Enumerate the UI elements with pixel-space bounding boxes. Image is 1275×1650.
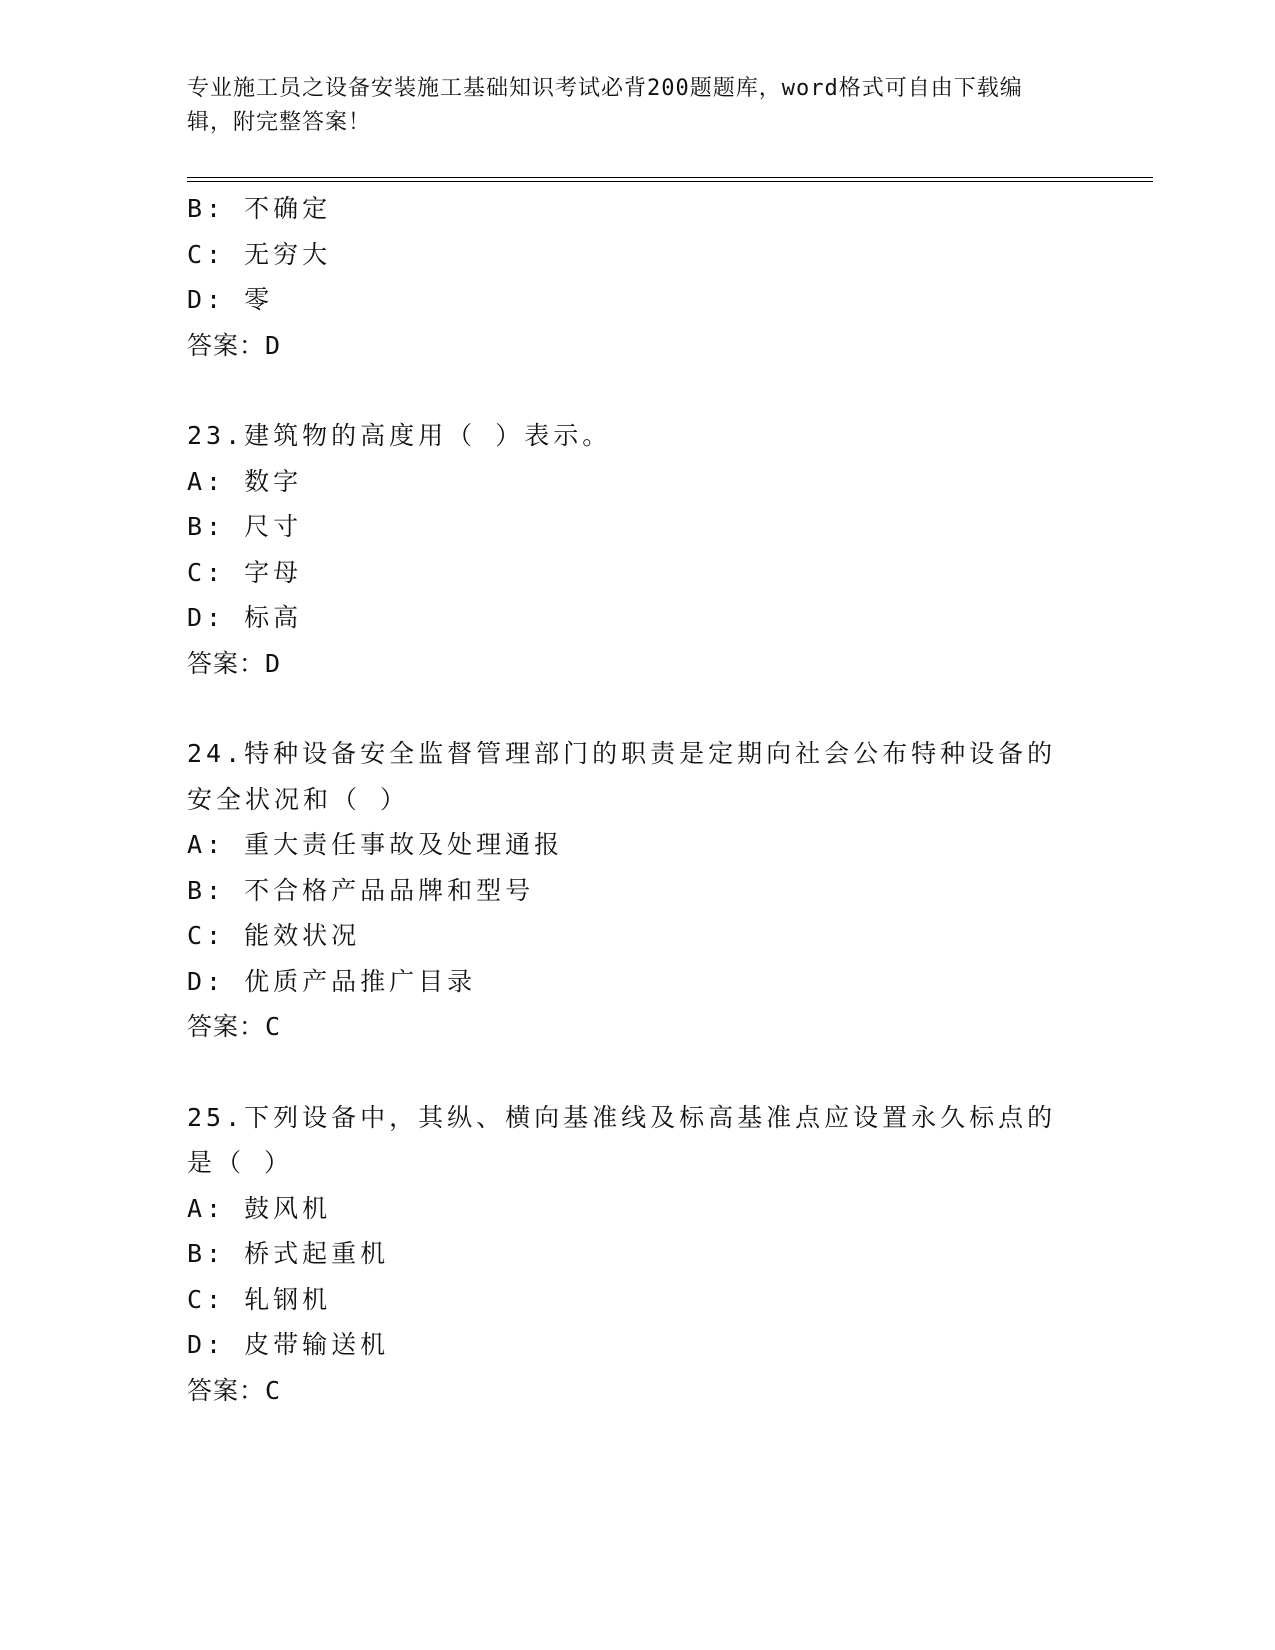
document-header: 专业施工员之设备安装施工基础知识考试必背200题题库，word格式可自由下载编辑，附完整答案！: [187, 76, 1023, 135]
option-b: B: 尺寸: [187, 512, 303, 541]
question-stem: 25.下列设备中，其纵、横向基准线及标高基准点应设置永久标点的是（ ）: [187, 1102, 1057, 1177]
option-c: C: 能效状况: [187, 921, 361, 950]
question-24: [187, 731, 1087, 1050]
option-c: C: 轧钢机: [187, 1284, 332, 1314]
question-stem: 23.建筑物的高度用（ ）表示。: [187, 421, 612, 450]
option-b: B: 桥式起重机: [187, 1239, 390, 1268]
option-d: D: 皮带输送机: [187, 1330, 390, 1359]
question-list: [187, 186, 1087, 1413]
header-rule-bottom: [187, 181, 1153, 182]
option-d: D: 优质产品推广目录: [187, 966, 477, 996]
answer: 答案：D: [187, 330, 282, 360]
question-stem: 24.特种设备安全监督管理部门的职责是定期向社会公布特种设备的安全状况和（ ）: [187, 739, 1057, 814]
question-22: [187, 186, 1087, 368]
header-rule-top: [187, 177, 1153, 178]
option-c: C: 无穷大: [187, 239, 332, 269]
answer: 答案：C: [187, 1012, 282, 1041]
option-b: B: 不确定: [187, 194, 332, 223]
option-d: D: 标高: [187, 603, 303, 632]
question-23: [187, 413, 1087, 686]
answer: 答案：C: [187, 1375, 282, 1405]
option-c: C: 字母: [187, 557, 303, 587]
option-b: B: 不合格产品品牌和型号: [187, 875, 535, 905]
option-d: D: 零: [187, 285, 274, 314]
answer: 答案：D: [187, 648, 282, 678]
option-a: A: 重大责任事故及处理通报: [187, 830, 564, 859]
question-25: [187, 1095, 1087, 1414]
option-a: A: 数字: [187, 466, 303, 496]
option-a: A: 鼓风机: [187, 1193, 332, 1223]
